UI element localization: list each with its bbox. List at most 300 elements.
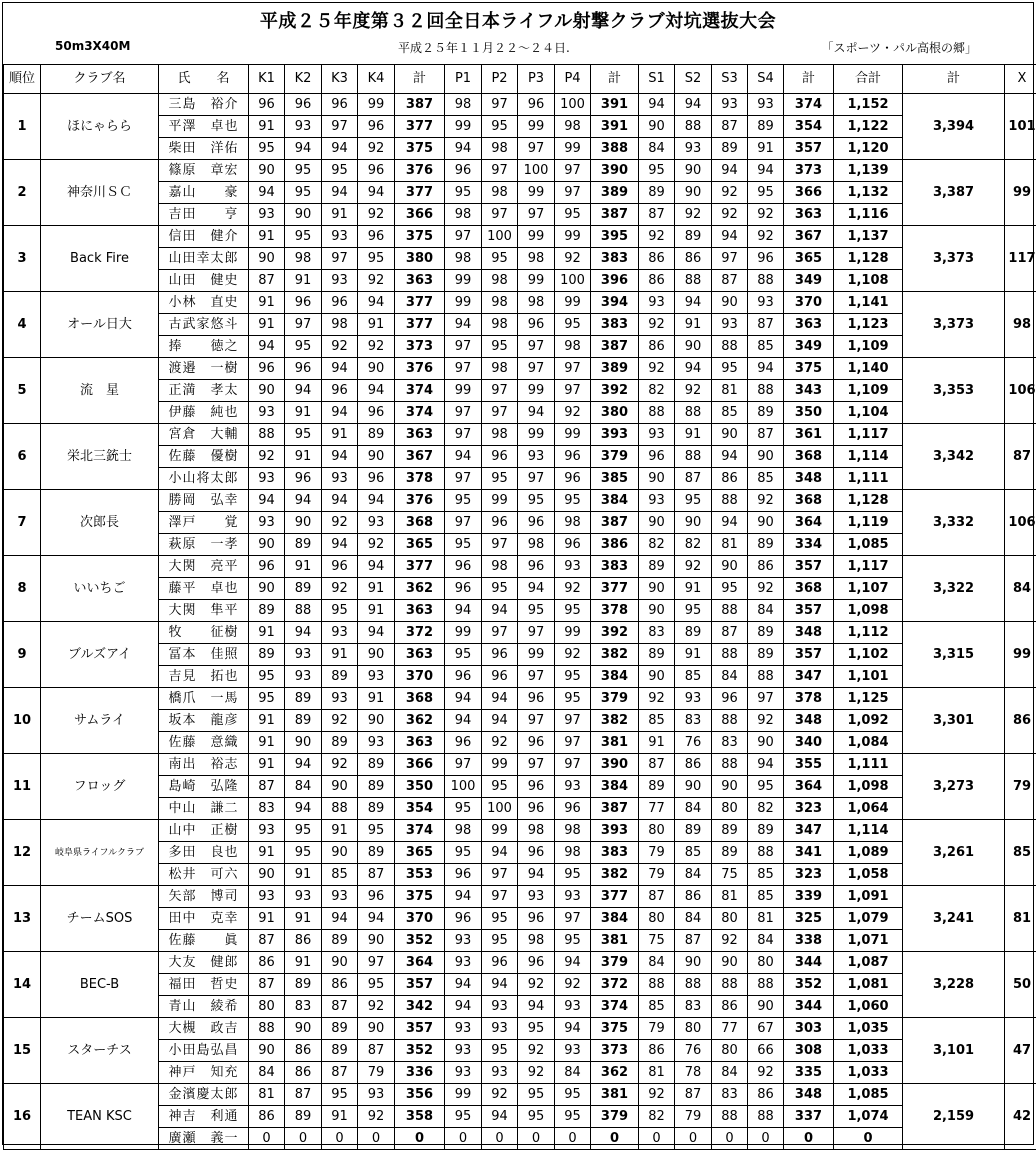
score-cell: 96	[445, 864, 482, 886]
score-cell: 91	[639, 732, 675, 754]
score-cell: 96	[249, 556, 285, 578]
score-cell: 94	[322, 402, 358, 424]
score-cell: 81	[712, 886, 748, 908]
event-name: 50m3X40M	[55, 39, 130, 53]
subtotal-cell: 362	[395, 710, 445, 732]
score-cell: 80	[639, 820, 675, 842]
score-cell: 95	[358, 248, 395, 270]
shooter-name-cell: 神戸 知充	[159, 1062, 249, 1084]
col-header: 計	[903, 65, 1005, 94]
subtotal-cell: 374	[395, 380, 445, 402]
score-cell: 90	[358, 446, 395, 468]
score-cell: 95	[518, 1084, 555, 1106]
score-cell: 93	[675, 138, 712, 160]
score-cell: 95	[285, 336, 322, 358]
score-cell: 97	[555, 358, 591, 380]
table-row	[4, 1040, 1036, 1062]
individual-total-cell: 1,132	[834, 182, 903, 204]
score-cell: 92	[518, 1062, 555, 1084]
score-cell: 92	[712, 204, 748, 226]
score-cell: 93	[322, 468, 358, 490]
score-cell: 89	[712, 138, 748, 160]
table-row	[4, 490, 1036, 512]
individual-total-cell: 1,114	[834, 446, 903, 468]
score-cell: 80	[748, 952, 784, 974]
score-cell: 84	[748, 600, 784, 622]
individual-total-cell: 1,112	[834, 622, 903, 644]
score-cell: 97	[555, 380, 591, 402]
score-cell: 92	[748, 1062, 784, 1084]
col-header: P1	[445, 65, 482, 94]
score-cell: 90	[358, 644, 395, 666]
score-cell: 90	[712, 424, 748, 446]
x-count-cell: 50	[1005, 952, 1036, 1018]
club-name-cell: 岐阜県ライフルクラブ	[41, 820, 159, 886]
score-cell: 95	[445, 182, 482, 204]
score-cell: 92	[358, 138, 395, 160]
subtotal-cell: 375	[395, 886, 445, 908]
subtotal-cell: 357	[395, 974, 445, 996]
score-cell: 87	[675, 930, 712, 952]
score-cell: 84	[675, 798, 712, 820]
shooter-name-cell: 大関 隼平	[159, 600, 249, 622]
rank-cell: 7	[4, 490, 41, 556]
subtotal-cell: 388	[591, 138, 639, 160]
subtotal-cell: 323	[784, 864, 834, 886]
score-cell: 96	[358, 226, 395, 248]
col-header: 合計	[834, 65, 903, 94]
score-cell: 97	[482, 402, 518, 424]
table-row	[4, 292, 1036, 314]
score-cell: 89	[285, 534, 322, 556]
score-cell: 96	[445, 732, 482, 754]
score-cell: 80	[249, 996, 285, 1018]
score-cell: 96	[518, 908, 555, 930]
subtotal-cell: 348	[784, 710, 834, 732]
score-cell: 95	[518, 600, 555, 622]
score-cell: 89	[358, 424, 395, 446]
score-cell: 99	[518, 116, 555, 138]
subtotal-cell: 357	[395, 1018, 445, 1040]
individual-total-cell: 1,089	[834, 842, 903, 864]
score-cell: 82	[639, 534, 675, 556]
score-cell: 92	[748, 578, 784, 600]
col-header: P2	[482, 65, 518, 94]
score-cell: 95	[358, 820, 395, 842]
score-cell: 97	[555, 160, 591, 182]
score-cell: 87	[322, 996, 358, 1018]
score-cell: 94	[285, 798, 322, 820]
shooter-name-cell: 冨本 佳照	[159, 644, 249, 666]
col-header: 氏 名	[159, 65, 249, 94]
score-cell: 95	[285, 842, 322, 864]
x-count-cell: 106	[1005, 490, 1036, 556]
table-row	[4, 358, 1036, 380]
score-cell: 81	[639, 1062, 675, 1084]
shooter-name-cell: 多田 良也	[159, 842, 249, 864]
score-cell: 97	[748, 688, 784, 710]
score-cell: 94	[285, 490, 322, 512]
score-cell: 95	[555, 688, 591, 710]
score-cell: 90	[675, 776, 712, 798]
col-header: 順位	[4, 65, 41, 94]
subtotal-cell: 377	[395, 292, 445, 314]
score-cell: 96	[518, 776, 555, 798]
table-row	[4, 270, 1036, 292]
table-row	[4, 908, 1036, 930]
score-cell: 91	[322, 1106, 358, 1128]
individual-total-cell: 1,119	[834, 512, 903, 534]
subtotal-cell: 363	[395, 644, 445, 666]
individual-total-cell: 1,109	[834, 336, 903, 358]
subtotal-cell: 363	[784, 204, 834, 226]
individual-total-cell: 1,104	[834, 402, 903, 424]
subtotal-cell: 383	[591, 314, 639, 336]
score-cell: 98	[555, 842, 591, 864]
score-cell: 90	[249, 864, 285, 886]
subtotal-cell: 303	[784, 1018, 834, 1040]
score-cell: 98	[482, 358, 518, 380]
score-cell: 91	[285, 446, 322, 468]
score-cell: 87	[639, 754, 675, 776]
subtotal-cell: 390	[591, 754, 639, 776]
score-cell: 86	[639, 1040, 675, 1062]
score-cell: 98	[555, 116, 591, 138]
score-cell: 96	[358, 402, 395, 424]
score-cell: 84	[748, 930, 784, 952]
score-cell: 95	[482, 930, 518, 952]
rank-cell: 10	[4, 688, 41, 754]
score-cell: 98	[555, 336, 591, 358]
score-cell: 99	[445, 1084, 482, 1106]
score-cell: 94	[358, 622, 395, 644]
subtotal-cell: 368	[395, 512, 445, 534]
score-cell: 92	[249, 446, 285, 468]
event-venue: 「スポーツ・パル高根の郷」	[821, 39, 977, 56]
shooter-name-cell: 大友 健郎	[159, 952, 249, 974]
subtotal-cell: 370	[395, 908, 445, 930]
score-cell: 95	[555, 204, 591, 226]
shooter-name-cell: 古武家悠斗	[159, 314, 249, 336]
subtotal-cell: 393	[591, 820, 639, 842]
score-cell: 97	[555, 732, 591, 754]
shooter-name-cell: 柴田 洋佑	[159, 138, 249, 160]
individual-total-cell: 1,111	[834, 754, 903, 776]
score-cell: 95	[518, 1106, 555, 1128]
score-cell: 86	[675, 248, 712, 270]
col-header: S2	[675, 65, 712, 94]
score-cell: 97	[482, 380, 518, 402]
score-cell: 88	[748, 270, 784, 292]
score-cell: 92	[322, 754, 358, 776]
x-count-cell: 86	[1005, 688, 1036, 754]
score-cell: 90	[322, 952, 358, 974]
subtotal-cell: 368	[784, 578, 834, 600]
score-cell: 95	[322, 1084, 358, 1106]
score-cell: 90	[748, 512, 784, 534]
score-cell: 95	[285, 226, 322, 248]
subtotal-cell: 354	[395, 798, 445, 820]
score-cell: 83	[712, 1084, 748, 1106]
score-cell: 85	[675, 842, 712, 864]
subtotal-cell: 379	[591, 446, 639, 468]
team-total-cell: 2,159	[903, 1084, 1005, 1150]
score-cell: 89	[358, 754, 395, 776]
score-cell: 97	[482, 622, 518, 644]
subtotal-cell: 363	[395, 270, 445, 292]
table-row	[4, 666, 1036, 688]
subtotal-cell: 338	[784, 930, 834, 952]
team-total-cell: 3,315	[903, 622, 1005, 688]
rank-cell: 11	[4, 754, 41, 820]
subtotal-cell: 347	[784, 666, 834, 688]
col-header: K4	[358, 65, 395, 94]
score-cell: 77	[639, 798, 675, 820]
score-cell: 100	[445, 776, 482, 798]
score-cell: 97	[518, 666, 555, 688]
score-cell: 90	[249, 248, 285, 270]
subtotal-cell: 389	[591, 358, 639, 380]
subtotal-cell: 373	[784, 160, 834, 182]
score-cell: 94	[748, 754, 784, 776]
score-cell: 94	[482, 974, 518, 996]
table-row	[4, 688, 1036, 710]
subtotal-cell: 387	[591, 512, 639, 534]
score-cell: 93	[445, 930, 482, 952]
score-cell: 88	[675, 116, 712, 138]
score-cell: 92	[639, 314, 675, 336]
score-cell: 92	[675, 204, 712, 226]
score-cell: 89	[285, 974, 322, 996]
score-cell: 91	[249, 732, 285, 754]
subtotal-cell: 357	[784, 600, 834, 622]
score-cell: 89	[675, 622, 712, 644]
score-cell: 85	[322, 864, 358, 886]
score-cell: 90	[639, 512, 675, 534]
score-cell: 89	[322, 732, 358, 754]
score-cell: 97	[518, 622, 555, 644]
score-cell: 98	[482, 556, 518, 578]
subtotal-cell: 381	[591, 930, 639, 952]
subtotal-cell: 395	[591, 226, 639, 248]
subtotal-cell: 375	[395, 226, 445, 248]
subtotal-cell: 374	[784, 94, 834, 116]
score-cell: 96	[639, 446, 675, 468]
table-row	[4, 534, 1036, 556]
col-header: クラブ名	[41, 65, 159, 94]
score-cell: 95	[482, 248, 518, 270]
score-cell: 93	[639, 424, 675, 446]
score-cell: 97	[518, 710, 555, 732]
score-cell: 99	[445, 270, 482, 292]
shooter-name-cell: 嘉山 豪	[159, 182, 249, 204]
individual-total-cell: 1,122	[834, 116, 903, 138]
subtotal-cell: 384	[591, 908, 639, 930]
subtotal-cell: 375	[784, 358, 834, 380]
score-cell: 93	[518, 886, 555, 908]
score-cell: 93	[712, 94, 748, 116]
table-row	[4, 512, 1036, 534]
subtotal-cell: 355	[784, 754, 834, 776]
shooter-name-cell: 澤戸 覚	[159, 512, 249, 534]
score-cell: 95	[482, 1040, 518, 1062]
score-cell: 92	[639, 688, 675, 710]
score-cell: 94	[675, 292, 712, 314]
score-cell: 91	[249, 314, 285, 336]
table-row	[4, 336, 1036, 358]
individual-total-cell: 1,074	[834, 1106, 903, 1128]
individual-total-cell: 1,111	[834, 468, 903, 490]
score-cell: 95	[285, 424, 322, 446]
col-header: S4	[748, 65, 784, 94]
score-cell: 88	[249, 1018, 285, 1040]
subtotal-cell: 363	[784, 314, 834, 336]
score-cell: 92	[482, 1084, 518, 1106]
score-cell: 87	[249, 930, 285, 952]
subtotal-cell: 382	[591, 644, 639, 666]
subtotal-cell: 372	[395, 622, 445, 644]
subtotal-cell: 382	[591, 710, 639, 732]
score-cell: 91	[322, 424, 358, 446]
x-count-cell: 87	[1005, 424, 1036, 490]
score-cell: 84	[249, 1062, 285, 1084]
score-cell: 96	[322, 380, 358, 402]
score-cell: 95	[322, 160, 358, 182]
score-cell: 89	[639, 182, 675, 204]
score-cell: 96	[358, 160, 395, 182]
score-cell: 84	[675, 908, 712, 930]
score-cell: 97	[555, 710, 591, 732]
x-count-cell: 98	[1005, 292, 1036, 358]
subtotal-cell: 350	[784, 402, 834, 424]
score-cell: 91	[249, 292, 285, 314]
score-cell: 99	[518, 226, 555, 248]
x-count-cell: 99	[1005, 160, 1036, 226]
score-cell: 82	[675, 534, 712, 556]
subtotal-cell: 385	[591, 468, 639, 490]
score-cell: 90	[249, 578, 285, 600]
score-cell: 90	[712, 292, 748, 314]
score-cell: 90	[249, 534, 285, 556]
score-cell: 87	[285, 1084, 322, 1106]
score-cell: 96	[482, 512, 518, 534]
subtotal-cell: 382	[591, 864, 639, 886]
score-cell: 99	[482, 490, 518, 512]
score-cell: 85	[675, 666, 712, 688]
score-cell: 89	[322, 666, 358, 688]
score-cell: 96	[482, 446, 518, 468]
subtotal-cell: 375	[591, 1018, 639, 1040]
score-cell: 92	[675, 556, 712, 578]
shooter-name-cell: 牧 征樹	[159, 622, 249, 644]
score-cell: 93	[482, 996, 518, 1018]
score-cell: 97	[518, 358, 555, 380]
score-cell: 92	[358, 996, 395, 1018]
score-cell: 95	[748, 182, 784, 204]
subtotal-cell: 350	[395, 776, 445, 798]
score-cell: 93	[285, 644, 322, 666]
score-cell: 96	[555, 468, 591, 490]
score-cell: 94	[285, 622, 322, 644]
score-cell: 88	[712, 1106, 748, 1128]
score-cell: 97	[358, 952, 395, 974]
score-cell: 90	[748, 446, 784, 468]
club-name-cell: ブルズアイ	[41, 622, 159, 688]
score-cell: 93	[748, 94, 784, 116]
club-name-cell: いいちご	[41, 556, 159, 622]
individual-total-cell: 1,107	[834, 578, 903, 600]
score-cell: 98	[482, 270, 518, 292]
table-row	[4, 380, 1036, 402]
table-row	[4, 138, 1036, 160]
score-cell: 88	[748, 974, 784, 996]
score-cell: 94	[445, 710, 482, 732]
score-cell: 89	[285, 578, 322, 600]
score-cell: 94	[748, 160, 784, 182]
subtotal-cell: 325	[784, 908, 834, 930]
score-cell: 98	[555, 820, 591, 842]
score-cell: 87	[675, 1084, 712, 1106]
subtotal-cell: 340	[784, 732, 834, 754]
score-cell: 94	[748, 358, 784, 380]
score-cell: 93	[249, 402, 285, 424]
score-cell: 94	[518, 864, 555, 886]
shooter-name-cell: 田中 克幸	[159, 908, 249, 930]
score-cell: 99	[445, 622, 482, 644]
col-header: K3	[322, 65, 358, 94]
team-total-cell: 3,241	[903, 886, 1005, 952]
subtotal-cell: 392	[591, 380, 639, 402]
subtotal-cell: 391	[591, 116, 639, 138]
subtotal-cell: 361	[784, 424, 834, 446]
score-cell: 99	[445, 380, 482, 402]
subtotal-cell: 365	[784, 248, 834, 270]
subtotal-cell: 375	[395, 138, 445, 160]
results-body	[4, 94, 1036, 1150]
table-row	[4, 248, 1036, 270]
table-row	[4, 556, 1036, 578]
score-cell: 96	[482, 644, 518, 666]
score-cell: 98	[445, 204, 482, 226]
score-cell: 92	[322, 512, 358, 534]
table-row	[4, 1018, 1036, 1040]
shooter-name-cell: 萩原 一孝	[159, 534, 249, 556]
subtotal-cell: 387	[591, 798, 639, 820]
subtotal-cell: 336	[395, 1062, 445, 1084]
score-cell: 86	[748, 556, 784, 578]
subtotal-cell: 387	[395, 94, 445, 116]
score-cell: 88	[712, 336, 748, 358]
table-row	[4, 622, 1036, 644]
score-cell: 97	[518, 754, 555, 776]
score-cell: 89	[675, 820, 712, 842]
score-cell: 93	[285, 666, 322, 688]
score-cell: 89	[322, 1018, 358, 1040]
score-cell: 93	[555, 1040, 591, 1062]
shooter-name-cell: 佐藤 優樹	[159, 446, 249, 468]
subtotal-cell: 357	[784, 138, 834, 160]
score-cell: 95	[445, 490, 482, 512]
score-cell: 94	[712, 160, 748, 182]
individual-total-cell: 1,120	[834, 138, 903, 160]
score-cell: 97	[445, 336, 482, 358]
score-cell: 93	[555, 886, 591, 908]
header-row	[4, 65, 1036, 94]
score-cell: 90	[322, 776, 358, 798]
score-cell: 96	[748, 248, 784, 270]
score-cell: 94	[322, 182, 358, 204]
score-cell: 86	[675, 886, 712, 908]
